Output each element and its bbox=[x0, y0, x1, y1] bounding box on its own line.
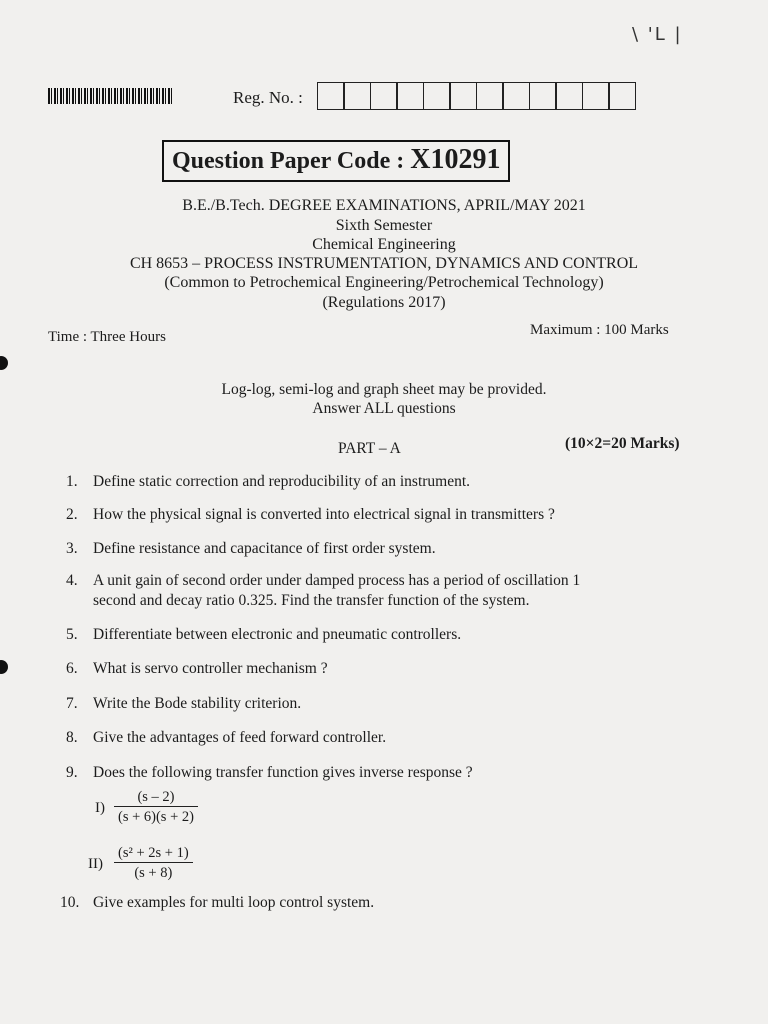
fraction-numerator: (s – 2) bbox=[137, 789, 175, 805]
reg-no-digit-box bbox=[582, 82, 610, 110]
transfer-function-label: I) bbox=[95, 800, 105, 816]
question-text: How the physical signal is converted into electrical signal in transmitters ? bbox=[93, 506, 555, 523]
question-number: 2. bbox=[66, 506, 78, 523]
reg-no-digit-box bbox=[370, 82, 398, 110]
question-text: Give examples for multi loop control system. bbox=[93, 894, 375, 911]
reg-no-digit-box bbox=[343, 82, 371, 110]
question-item bbox=[66, 763, 473, 783]
common-to: (Common to Petrochemical Engineering/Petrochemical Technology) bbox=[164, 274, 604, 291]
regulations: (Regulations 2017) bbox=[322, 294, 446, 311]
question-text: Give the advantages of feed forward controller. bbox=[93, 729, 387, 746]
reg-no-digit-box bbox=[317, 82, 345, 110]
question-number: 8. bbox=[66, 729, 78, 746]
question-item bbox=[66, 571, 580, 611]
punch-hole-mark bbox=[0, 356, 8, 370]
reg-no-digit-box bbox=[502, 82, 530, 110]
reg-no-digit-box bbox=[449, 82, 477, 110]
question-number: 3. bbox=[66, 540, 78, 557]
instruction-answer-all: Answer ALL questions bbox=[312, 400, 456, 417]
question-paper-code bbox=[162, 140, 510, 182]
reg-no-label: Reg. No. : bbox=[233, 88, 303, 107]
code-value: X10291 bbox=[410, 144, 501, 175]
reg-no-digit-box bbox=[555, 82, 583, 110]
transfer-function-fraction bbox=[114, 845, 193, 882]
code-label: Question Paper Code : bbox=[172, 148, 411, 174]
fraction-denominator: (s + 8) bbox=[114, 862, 193, 882]
question-item bbox=[66, 539, 436, 559]
question-number: 7. bbox=[66, 695, 78, 712]
question-item bbox=[66, 659, 328, 679]
question-item bbox=[66, 505, 555, 525]
transfer-function-label: II) bbox=[88, 856, 103, 872]
transfer-function-fraction bbox=[114, 789, 198, 826]
question-item bbox=[66, 694, 301, 714]
question-number: 10. bbox=[60, 894, 80, 911]
question-text: Differentiate between electronic and pneumatic controllers. bbox=[93, 626, 462, 643]
barcode-icon bbox=[48, 88, 172, 104]
reg-no-digit-box bbox=[396, 82, 424, 110]
question-number: 5. bbox=[66, 626, 78, 643]
question-text-continued: second and decay ratio 0.325. Find the transfer function of the system. bbox=[93, 592, 530, 609]
question-text: A unit gain of second order under damped process has a period of oscillation 1 bbox=[93, 572, 581, 589]
question-item bbox=[66, 472, 470, 492]
instruction-graph-sheet: Log-log, semi-log and graph sheet may be provided. bbox=[221, 381, 547, 398]
punch-hole-mark bbox=[0, 660, 8, 674]
reg-no-digit-box bbox=[476, 82, 504, 110]
part-marks: (10×2=20 Marks) bbox=[565, 435, 680, 452]
fraction-denominator: (s + 6)(s + 2) bbox=[114, 806, 198, 826]
fraction-numerator: (s² + 2s + 1) bbox=[118, 845, 189, 861]
part-heading: PART – A bbox=[338, 440, 401, 457]
question-text: Define static correction and reproducibility of an instrument. bbox=[93, 473, 471, 490]
question-item bbox=[66, 728, 386, 748]
question-text: Write the Bode stability criterion. bbox=[93, 695, 302, 712]
reg-no-boxes bbox=[318, 82, 636, 110]
question-number: 9. bbox=[66, 764, 78, 781]
department: Chemical Engineering bbox=[312, 236, 456, 253]
question-item bbox=[66, 625, 461, 645]
time-allowed: Time : Three Hours bbox=[48, 329, 166, 345]
question-item bbox=[60, 893, 374, 913]
question-text: Does the following transfer function gives inverse response ? bbox=[93, 764, 473, 781]
reg-no-digit-box bbox=[423, 82, 451, 110]
question-text: What is servo controller mechanism ? bbox=[93, 660, 328, 677]
course-title: CH 8653 – PROCESS INSTRUMENTATION, DYNAMICS AND CONTROL bbox=[129, 255, 639, 272]
maximum-marks: Maximum : 100 Marks bbox=[530, 322, 669, 338]
handwritten-mark: \ 'L | bbox=[632, 24, 683, 45]
question-number: 4. bbox=[66, 572, 78, 589]
semester: Sixth Semester bbox=[335, 217, 433, 234]
exam-title: B.E./B.Tech. DEGREE EXAMINATIONS, APRIL/MAY 2021 bbox=[182, 197, 586, 214]
reg-no-digit-box bbox=[608, 82, 636, 110]
question-text: Define resistance and capacitance of first order system. bbox=[93, 540, 436, 557]
question-number: 6. bbox=[66, 660, 78, 677]
question-number: 1. bbox=[66, 473, 78, 490]
reg-no-digit-box bbox=[529, 82, 557, 110]
